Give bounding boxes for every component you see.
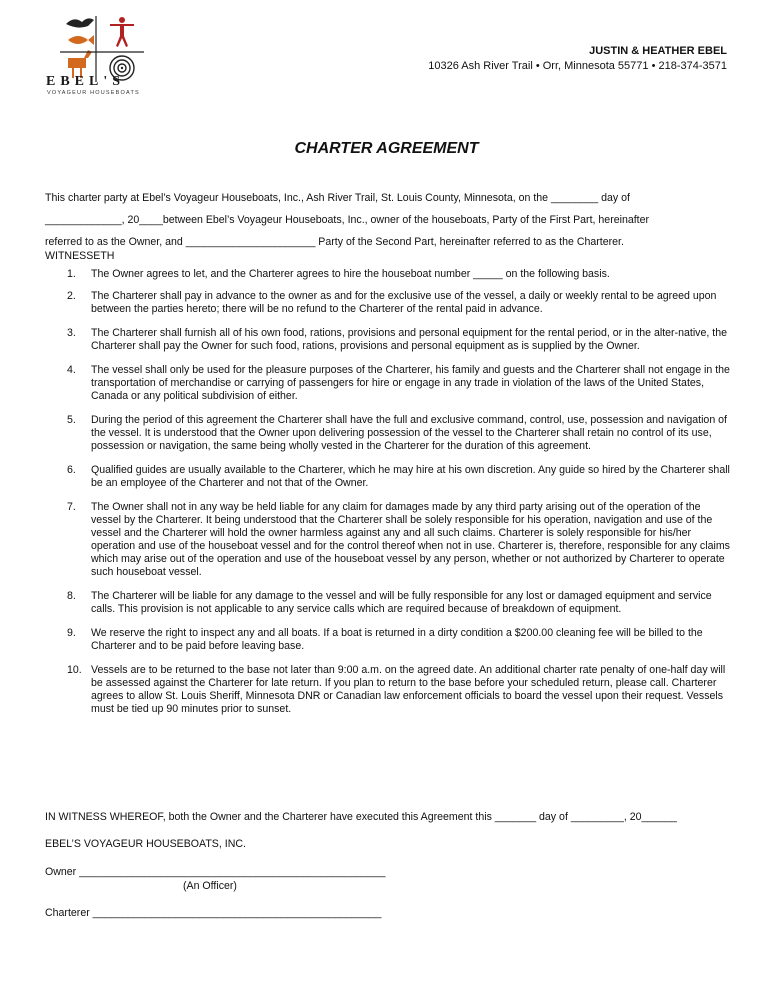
clause-list [45, 268, 731, 727]
contact-block [428, 44, 727, 74]
intro-line: This charter party at Ebel’s Voyageur Houseboats, Inc., Ash River Trail, St. Louis County, Minnesota, on the ________ day of [45, 192, 630, 204]
witnesseth-heading: WITNESSETH [45, 250, 115, 262]
clause-text: The Owner agrees to let, and the Charterer agrees to hire the houseboat number _____ on the following basis. [91, 268, 610, 280]
clause-text: We reserve the right to inspect any and all boats. If a boat is returned in a dirty condition a $200.00 cleaning fee will be billed to the Charterer and to be paid before leaving base. [91, 627, 703, 652]
document-title: CHARTER AGREEMENT [294, 140, 479, 157]
logo-tagline: VOYAGEUR HOUSEBOATS [47, 90, 140, 96]
clause-number: 1. [67, 268, 76, 280]
clause-number: 4. [67, 364, 76, 376]
charterer-signature-line[interactable]: Charterer _________________________________________________ [45, 907, 382, 919]
logo-wordmark: EBEL'S [46, 74, 126, 89]
clause-text: During the period of this agreement the Charterer shall have the full and exclusive command, control, use, possession and navigation of the vessel. It is understood that the Owner upon delivering possession of the vessel to the Charterer shall retain no control of its use, possession or navigation, the same being wholly vested in the Charterer for the duration of this agreement. [91, 414, 727, 452]
clause-item [45, 290, 731, 316]
clause-number: 8. [67, 590, 76, 602]
intro-paragraph [45, 187, 735, 253]
clause-text: The vessel shall only be used for the pleasure purposes of the Charterer, his family and guests and the Charterer shall not engage in the transportation of merchandise or carrying of passengers for hire or engage in any trade in violation of the laws of the United States, Canada or any political subdivision of either. [91, 364, 730, 402]
clause-text: The Charterer shall furnish all of his own food, rations, provisions and personal equipment for the rental period, or in the alter-native, the Charterer shall pay the Owner for such food, rations, provisions and personal equipment as is supplied by the Owner. [91, 327, 727, 352]
clause-text: The Charterer shall pay in advance to the owner as and for the exclusive use of the vessel, a daily or weekly rental to be agreed upon between the parties hereto; there will be no refund to the Charterer of the rental paid in advance. [91, 290, 717, 315]
clause-number: 10. [67, 664, 82, 676]
owner-names: JUSTIN & HEATHER EBEL [589, 45, 727, 57]
contact-address: 10326 Ash River Trail • Orr, Minnesota 55771 • 218-374-3571 [428, 60, 727, 72]
clause-text: Vessels are to be returned to the base not later than 9:00 a.m. on the agreed date. An additional charter rate penalty of one-half day will be assessed against the Charterer for late return. If you plan to return to the base before your scheduled return, please call. Charterer agrees to allow St. Louis Sheriff, Minnesota DNR or Canadian law enforcement officials to board the vessel upon their request. Vessels must be tied up 90 minutes prior to sunset. [91, 664, 726, 715]
clause-text: Qualified guides are usually available to the Charterer, which he may hire at his own discretion. Any guide so hired by the Charterer shall be an employee of the Charterer and not that of the Owner. [91, 464, 730, 489]
clause-item [45, 627, 731, 653]
clause-text: The Charterer will be liable for any damage to the vessel and will be fully responsible for any lost or damaged equipment and service calls. This provision is not applicable to any service calls which are required because of breakdown of equipment. [91, 590, 712, 615]
intro-line: _____________, 20____between Ebel’s Voyageur Houseboats, Inc., owner of the houseboats, Party of the First Part, hereinafter [45, 214, 650, 226]
company-name: EBEL’S VOYAGEUR HOUSEBOATS, INC. [45, 838, 246, 850]
clause-number: 7. [67, 501, 76, 513]
owner-signature-line[interactable]: Owner ____________________________________________________ [45, 866, 386, 878]
clause-item [45, 364, 731, 403]
clause-item [45, 414, 731, 453]
clause-item [45, 664, 731, 716]
clause-item [45, 327, 731, 353]
witness-whereof-line: IN WITNESS WHEREOF, both the Owner and the Charterer have executed this Agreement this _______ day of _________, 20______ [45, 811, 677, 823]
clause-item [45, 268, 731, 281]
clause-number: 6. [67, 464, 76, 476]
clause-item [45, 590, 731, 616]
clause-text: The Owner shall not in any way be held liable for any claim for damages made by any third party arising out of the operation of the vessel by the Charterer. It being understood that the Charterer shall be solely responsible for his operation, navigation and use of the vessel and the Charterer will hold the owner harmless against any and all such claims. Charterer is solely responsible for his/her operation and use of the houseboat vessel and for the control thereof when not in use. Charterer is, therefore, responsible for any claims which may arise out of the operation and use of the houseboat vessel by any person, whether or not authorized by Charterer to operate such houseboat vessel. [91, 501, 730, 578]
officer-caption: (An Officer) [183, 880, 237, 892]
clause-number: 5. [67, 414, 76, 426]
clause-item [45, 501, 731, 579]
intro-line: referred to as the Owner, and ______________________ Party of the Second Part, hereinafter referred to as the Charterer. [45, 236, 624, 248]
clause-item [45, 464, 731, 490]
clause-number: 9. [67, 627, 76, 639]
clause-number: 3. [67, 327, 76, 339]
clause-number: 2. [67, 290, 76, 302]
